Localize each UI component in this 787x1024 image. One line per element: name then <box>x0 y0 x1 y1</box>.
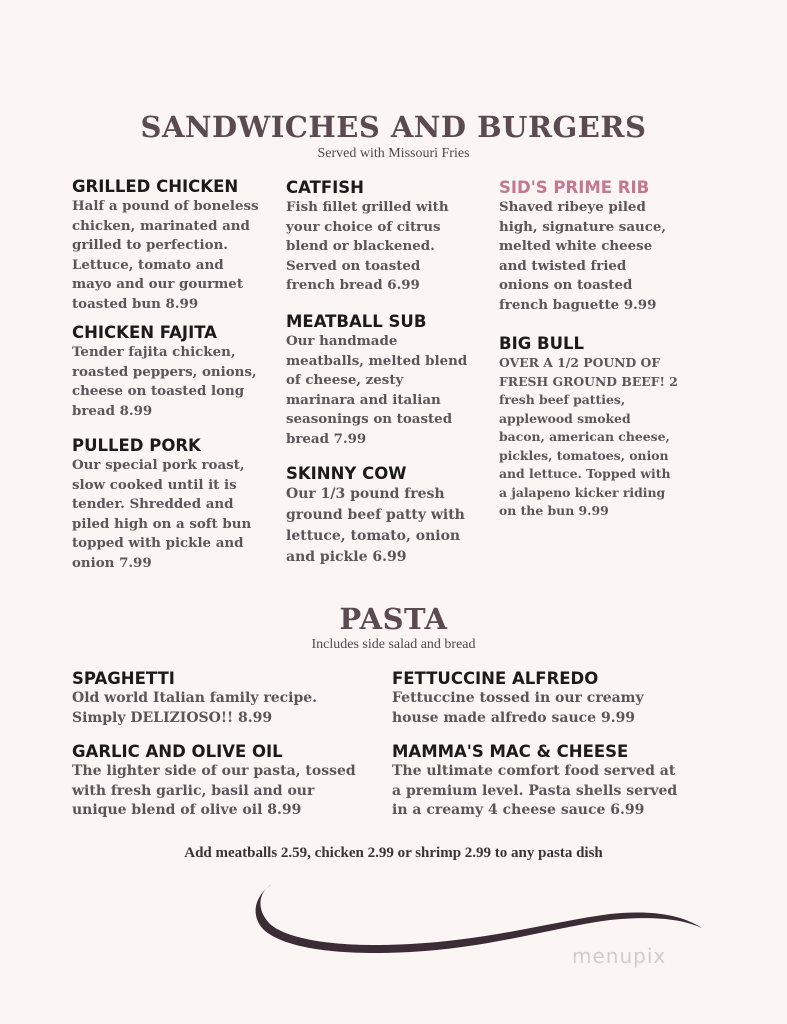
menu-item-chicken-fajita <box>72 323 262 421</box>
item-name: GRILLED CHICKEN <box>72 177 239 196</box>
item-name: SKINNY COW <box>286 464 407 483</box>
pasta-addons-note: Add meatballs 2.59, chicken 2.99 or shrimp 2.99 to any pasta dish <box>184 845 603 861</box>
item-description: Our 1/3 pound fresh ground beef patty with lettuce, tomato, onion and pickle 6.99 <box>286 486 465 565</box>
menu-item-pulled-pork <box>72 436 264 573</box>
sandwiches-title: SANDWICHES AND BURGERS <box>140 110 647 144</box>
item-description: Fish fillet grilled with your choice of citrus blend or blackened. Served on toasted french bread 6.99 <box>286 199 449 293</box>
item-name: FETTUCCINE ALFREDO <box>392 669 599 688</box>
item-name: SID'S PRIME RIB <box>499 178 650 197</box>
item-name: PULLED PORK <box>72 436 201 455</box>
menu-item-catfish <box>286 178 461 296</box>
item-name: MEATBALL SUB <box>286 312 427 331</box>
item-name: SPAGHETTI <box>72 669 175 688</box>
menu-item-fettuccine-alfredo <box>392 669 692 728</box>
pasta-title: PASTA <box>339 602 448 636</box>
item-description: Old world Italian family recipe. Simply DELIZIOSO!! 8.99 <box>72 690 318 726</box>
item-name: MAMMA'S MAC & CHEESE <box>392 742 629 761</box>
item-description: The lighter side of our pasta, tossed with fresh garlic, basil and our unique blend of olive oil 8.99 <box>72 763 356 818</box>
menu-item-big-bull <box>499 334 679 521</box>
item-description: Shaved ribeye piled high, signature sauce, melted white cheese and twisted fried onions on toasted french baguette 9.99 <box>499 199 667 313</box>
item-description: Fettuccine tossed in our creamy house made alfredo sauce 9.99 <box>392 690 644 726</box>
sandwiches-subtitle: Served with Missouri Fries <box>317 146 470 161</box>
menu-item-garlic-olive-oil <box>72 742 372 821</box>
menu-item-mammas-mac-cheese <box>392 742 682 821</box>
item-description: Our handmade meatballs, melted blend of cheese, zesty marinara and italian seasonings on toasted bread 7.99 <box>286 333 468 447</box>
item-description: OVER A 1/2 POUND OF FRESH GROUND BEEF! 2 fresh beef patties, applewood smoked bacon, american cheese, pickles, tomatoes, onion and lettuce. Topped with a jalapeno kicker riding on the bun 9.99 <box>499 355 678 518</box>
item-description: Our special pork roast, slow cooked until it is tender. Shredded and piled high on a soft bun topped with pickle and onion 7.99 <box>72 457 252 571</box>
item-description: Tender fajita chicken, roasted peppers, onions, cheese on toasted long bread 8.99 <box>72 344 257 419</box>
menu-item-meatball-sub <box>286 312 471 449</box>
menu-item-skinny-cow <box>286 464 476 568</box>
menu-item-sids-prime-rib <box>499 178 674 315</box>
pasta-subtitle: Includes side salad and bread <box>311 637 476 652</box>
item-description: Half a pound of boneless chicken, marinated and grilled to perfection. Lettuce, tomato and mayo and our gourmet toasted bun 8.99 <box>72 198 259 312</box>
item-name: CATFISH <box>286 178 364 197</box>
item-name: CHICKEN FAJITA <box>72 323 217 342</box>
item-name: GARLIC AND OLIVE OIL <box>72 742 283 761</box>
item-description: The ultimate comfort food served at a premium level. Pasta shells served in a creamy 4 cheese sauce 6.99 <box>392 763 678 818</box>
menu-item-grilled-chicken <box>72 177 262 314</box>
menu-item-spaghetti <box>72 669 367 728</box>
item-name: BIG BULL <box>499 334 585 353</box>
menupix-watermark: menupix <box>572 944 667 968</box>
